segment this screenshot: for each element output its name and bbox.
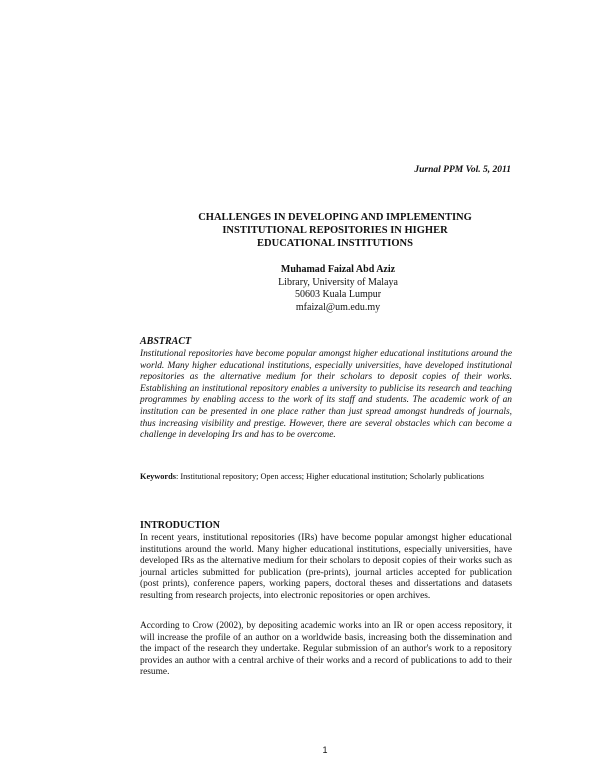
introduction-heading: INTRODUCTION <box>140 520 221 531</box>
introduction-paragraph-1: In recent years, institutional repositories (IRs) have become popular amongst higher educational institutions around the world. Many higher educational institutions, especially universities, have developed IRs as the alternative medium for their scholars to deposit copies of their works such as journal articles submitted for publication (pre-prints), journal articles accepted for publication (post prints), conference papers, working papers, doctoral theses and dissertations and datasets resulting from research projects, into electronic repositories or open archives. <box>140 533 512 601</box>
introduction-paragraph-2: According to Crow (2002), by depositing academic works into an IR or open access repository, it will increase the profile of an author on a worldwide basis, increasing both the dissemination and the impact of the research they undertake. Regular submission of an author's work to a repository provides an author with a central archive of their works and a record of publications to add to their resume. <box>140 621 512 678</box>
author-name: Muhamad Faizal Abd Aziz <box>280 264 396 275</box>
author-block <box>150 264 526 314</box>
keywords-text: : Institutional repository; Open access; Higher educational institution; Scholarly publications <box>175 472 485 481</box>
keywords-label: Keywords <box>140 472 176 481</box>
author-email[interactable]: mfaizal@um.edu.my <box>295 301 381 313</box>
abstract-text: Institutional repositories have become popular amongst higher educational institutions around the world. Many higher educational institutions, especially universities, have developed institutional repositories as the alternative medium for their scholars to deposit copies of their works. Establishing an institutional repository enables a university to publicise its research and teaching programmes by enabling access to the work of its staff and students. The academic work of an institution can be presented in one place rather than just spread amongst hundreds of journals, thus increasing visibility and prestige. However, there are several obstacles which can become a challenge in developing Irs and has to be overcome. <box>140 349 512 441</box>
title-line-3: EDUCATIONAL INSTITUTIONS <box>257 238 413 249</box>
title-line-2: INSTITUTIONAL REPOSITORIES IN HIGHER <box>222 225 448 236</box>
journal-header: Jurnal PPM Vol. 5, 2011 <box>414 165 511 175</box>
page-number: 1 <box>322 745 328 755</box>
abstract-heading: ABSTRACT <box>140 336 192 347</box>
paper-title <box>140 211 530 250</box>
author-affiliation: Library, University of Malaya <box>278 276 398 288</box>
author-address: 50603 Kuala Lumpur <box>294 289 382 300</box>
title-line-1: CHALLENGES IN DEVELOPING AND IMPLEMENTING <box>198 212 472 223</box>
keywords <box>140 471 512 482</box>
